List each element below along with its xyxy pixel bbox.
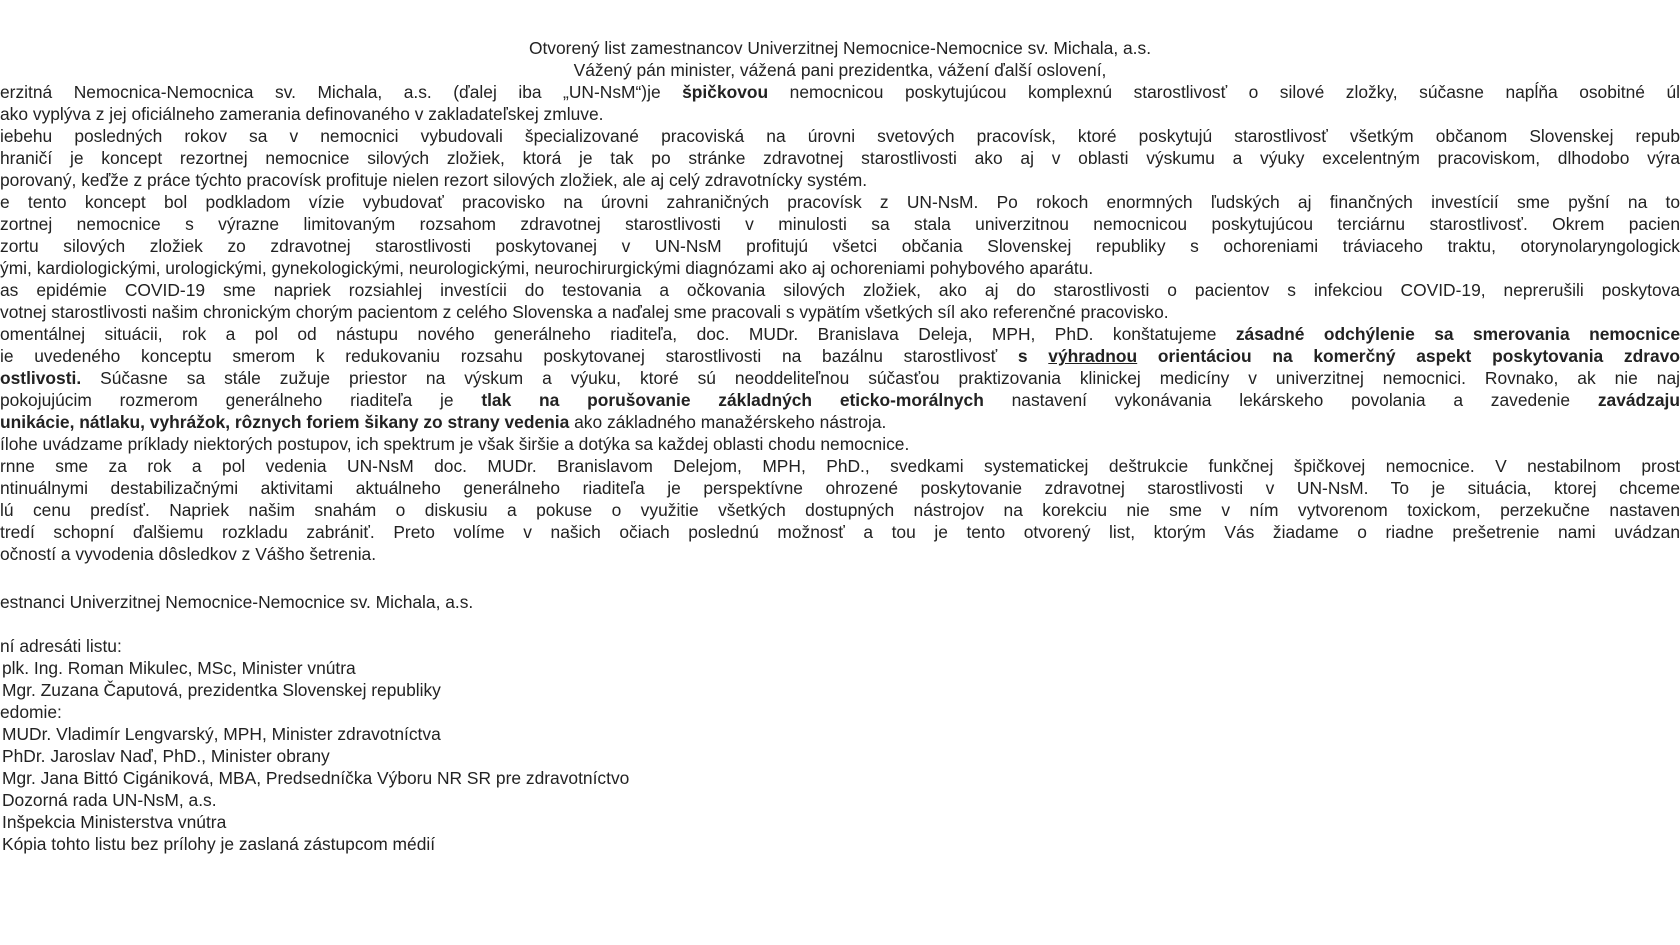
body-line — [0, 190, 1680, 214]
text-run: rnne sme za rok a pol vedenia UN-NsM doc. MUDr. Branislavom Delejom, MPH, PhD., svedkami systematickej deštrukcie funkčnej špičkovej nemocnice. V nestabilnom prost — [0, 456, 1680, 476]
text-run: ako vyplýva z jej oficiálneho zamerania definovaného v zakladateľskej zmluve. — [0, 104, 604, 124]
body-line — [0, 520, 1680, 544]
text-run: tlak na porušovanie základných eticko-morálnych — [481, 390, 984, 410]
text-run: zavádzaju — [1597, 390, 1680, 410]
body-line — [0, 146, 1680, 170]
text-run: očností a vyvodenia dôsledkov z Vášho šetrenia. — [0, 544, 377, 564]
cc-item: Inšpekcia Ministerstva vnútra — [2, 812, 227, 832]
text-run: e tento koncept bol podkladom vízie vybudovať pracovisko na úrovni zahraničných pracovísk z UN-NsM. Po rokoch enormných ľudských aj finančných investícií sme pyšní na to — [0, 192, 1680, 212]
body-line — [0, 278, 1680, 302]
text-run: omentálnej situácii, rok a pol od nástupu nového generálneho riaditeľa, doc. MUDr. Branislava Deleja, MPH, PhD. konštatujeme — [0, 324, 1236, 344]
body-line — [0, 388, 1680, 412]
text-run: ými, kardiologickými, urologickými, gynekologickými, neurologickými, neurochirurgickými diagnózami ako aj ochoreniami pohybového aparátu. — [0, 258, 1094, 278]
body-line — [0, 322, 1680, 346]
signature: estnanci Univerzitnej Nemocnice-Nemocnice sv. Michala, a.s. — [0, 592, 474, 612]
text-run: nemocnicou poskytujúcou komplexnú starostlivosť o silové zložky, súčasne napĺňa osobitné úl — [768, 82, 1680, 102]
body-line — [0, 542, 1680, 566]
text-run: výhradnou — [1048, 346, 1138, 366]
body-line — [0, 80, 1680, 104]
cc-item: MUDr. Vladimír Lengvarský, MPH, Minister zdravotníctva — [2, 724, 441, 744]
text-run: pokojujúcim rozmerom generálneho riaditeľa je — [0, 390, 482, 410]
salutation: Vážený pán minister, vážená pani prezidentka, vážení ďalší oslovení, — [573, 60, 1107, 80]
text-run: Súčasne sa stále zužuje priestor na výskum a výuku, ktoré sú neoddeliteľnou súčasťou praktizovania klinickej medicíny v univerzitnej nemocnici. Rovnako, ak nie naj — [81, 368, 1680, 388]
body-line — [0, 498, 1680, 522]
text-run: nastavení vykonávania lekárskeho povolania a zavedenie — [983, 390, 1598, 410]
text-run: s — [1017, 346, 1049, 366]
body-line — [0, 366, 1680, 390]
body-line — [0, 212, 1680, 236]
body-line — [0, 454, 1680, 478]
recipient-item: plk. Ing. Roman Mikulec, MSc, Minister vnútra — [2, 658, 356, 678]
text-run: lú cenu predísť. Napriek našim snahám o diskusiu a pokuse o využitie všetkých dostupných nástrojov na korekciu nie sme v ním vytvorenom toxickom, perzekučne nastaven — [0, 500, 1680, 520]
text-run: ostlivosti. — [0, 368, 82, 388]
body-line — [0, 124, 1680, 148]
text-run: iebehu posledných rokov sa v nemocnici vybudovali špecializované pracoviská na úrovni svetových pracovísk, ktoré poskytujú starostlivosť všetkým občanom Slovenskej repub — [0, 126, 1680, 146]
text-run: ie uvedeného konceptu smerom k redukovaniu rozsahu poskytovanej starostlivosti na bazálnu starostlivosť — [0, 346, 1018, 366]
text-run: erzitná Nemocnica-Nemocnica sv. Michala, a.s. (ďalej iba „UN-NsM“)je — [0, 82, 683, 102]
body-line — [0, 300, 1680, 324]
text-run: ntinuálnymi destabilizačnými aktivitami aktuálneho generálneho riaditeľa je perspektívne ohrozené poskytovanie zdravotnej starostlivosti v UN-NsM. To je situácia, ktorej chceme — [0, 478, 1680, 498]
letter-title: Otvorený list zamestnancov Univerzitnej Nemocnice-Nemocnice sv. Michala, a.s. — [528, 38, 1152, 58]
recipient-item: Mgr. Zuzana Čaputová, prezidentka Slovenskej republiky — [2, 680, 441, 700]
text-run: unikácie, nátlaku, vyhrážok, rôznych foriem šikany zo strany vedenia — [0, 412, 570, 432]
text-run: zásadné odchýlenie sa smerovania nemocnice — [1235, 324, 1680, 344]
text-run: zortnej nemocnice s výrazne limitovaným rozsahom zdravotnej starostlivosti v minulosti sa stala univerzitnou nemocnicou poskytujúcou terciárnu starostlivosť. Okrem pacien — [0, 214, 1680, 234]
body-line — [0, 102, 1680, 126]
cc-item: PhDr. Jaroslav Naď, PhD., Minister obrany — [2, 746, 330, 766]
body-line — [0, 234, 1680, 258]
text-run: ílohe uvádzame príklady niektorých postupov, ich spektrum je však širšie a dotýka sa každej oblasti chodu nemocnice. — [0, 434, 910, 454]
text-run: hraničí je koncept rezortnej nemocnice silových zložiek, ktorá je tak po stránke zdravotnej starostlivosti ako aj v oblasti výskumu a výuky excelentným pracoviskom, dlhodobo výra — [0, 148, 1680, 168]
text-run: ako základného manažérskeho nástroja. — [569, 412, 887, 432]
text-run: porovaný, keďže z práce týchto pracovísk profituje nielen rezort silových zložiek, ale aj celý zdravotnícky systém. — [0, 170, 868, 190]
text-run: orientáciou na komerčný aspekt poskytovania zdravo — [1137, 346, 1680, 366]
cc-item: Dozorná rada UN-NsM, a.s. — [2, 790, 217, 810]
text-run: as epidémie COVID-19 sme napriek rozsiahlej investícii do testovania a očkovania silových zložiek, ako aj do starostlivosti o pacientov s infekciou COVID-19, neprerušili poskytova — [0, 280, 1680, 300]
cc-heading: edomie: — [0, 702, 62, 722]
cc-item: Mgr. Jana Bittó Cigániková, MBA, Predsedníčka Výboru NR SR pre zdravotníctvo — [2, 768, 630, 788]
body-line — [0, 344, 1680, 368]
text-run: votnej starostlivosti našim chronickým chorým pacientom z celého Slovenska a naďalej sme pracovali s vypätím všetkých síl ako referenčné pracovisko. — [0, 302, 1169, 322]
body-line — [0, 256, 1680, 280]
text-run: zortu silových zložiek zo zdravotnej starostlivosti poskytovanej v UN-NsM profitujú všetci občania Slovenskej republiky s ochoreniami tráviaceho traktu, otorynolaryngologick — [0, 236, 1680, 256]
text-run: tredí schopní ďalšiemu rozkladu zabrániť. Preto volíme v našich očiach poslednú možnosť a tou je tento otvorený list, ktorým Vás žiadame o riadne prešetrenie nami uvádzan — [0, 522, 1680, 542]
body-line — [0, 410, 1680, 434]
text-run: špičkovou — [682, 82, 769, 102]
body-line — [0, 432, 1680, 456]
cc-item: Kópia tohto listu bez prílohy je zaslaná zástupcom médií — [2, 834, 436, 854]
body-line — [0, 168, 1680, 192]
recipients-heading: ní adresáti listu: — [0, 636, 122, 656]
body-line — [0, 476, 1680, 500]
